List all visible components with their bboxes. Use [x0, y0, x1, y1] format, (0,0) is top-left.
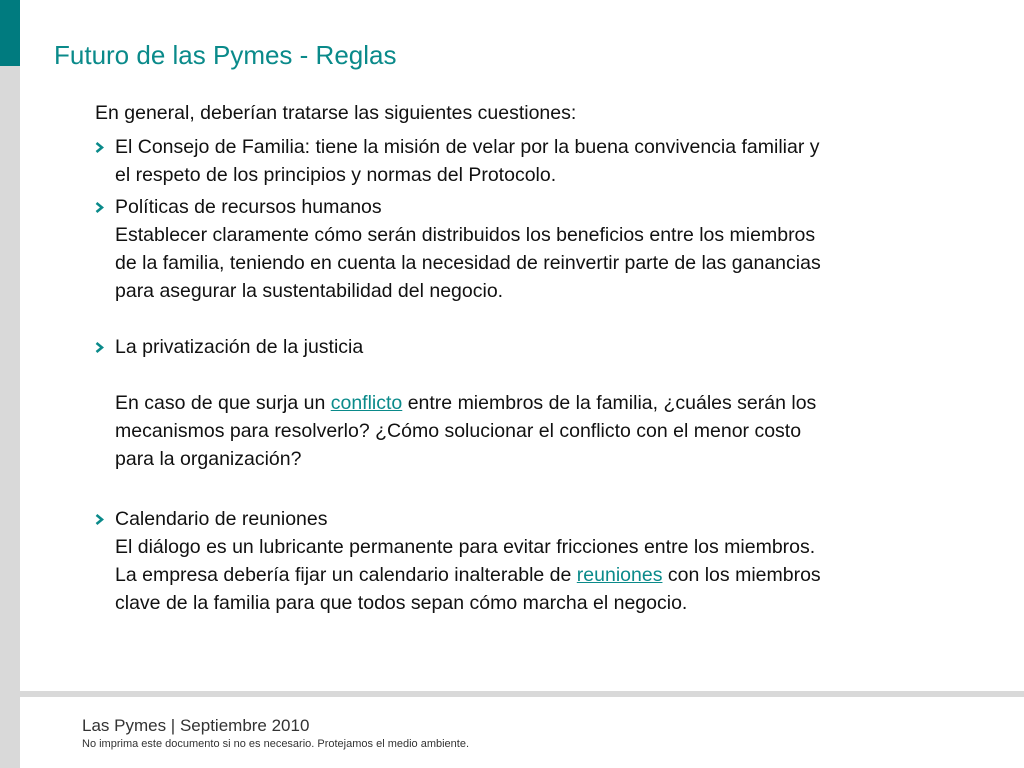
- bullet-line: el respeto de los principios y normas del Protocolo.: [115, 164, 557, 186]
- conflicto-link[interactable]: conflicto: [330, 392, 403, 414]
- bullet-line: Establecer claramente cómo serán distribuidos los beneficios entre los miembros: [115, 224, 816, 246]
- intro-text: En general, deberían tratarse las siguientes cuestiones:: [95, 102, 577, 124]
- bullet-calendario-reuniones: [95, 505, 955, 617]
- bullet-line: [115, 561, 955, 589]
- text-run: entre miembros de la familia, ¿cuáles serán los: [402, 392, 817, 414]
- chevron-right-icon: [95, 142, 104, 151]
- bullet-line: [115, 389, 955, 417]
- left-accent-bar-teal: [0, 0, 20, 66]
- chevron-right-icon: [95, 342, 104, 351]
- text-run: La empresa debería fijar un calendario inalterable de: [115, 564, 577, 586]
- bullet-heading: La privatización de la justicia: [115, 336, 364, 358]
- text-run: En caso de que surja un: [115, 392, 331, 414]
- bullet-privatizacion-justicia: [95, 333, 955, 473]
- bullet-line: mecanismos para resolverlo? ¿Cómo solucionar el conflicto con el menor costo: [115, 420, 802, 442]
- bullet-consejo-familia: [95, 133, 955, 189]
- footer-divider: [20, 691, 1024, 697]
- bullet-line: de la familia, teniendo en cuenta la necesidad de reinvertir parte de las ganancias: [115, 252, 821, 274]
- slide-content: [95, 99, 955, 617]
- bullet-line: El Consejo de Familia: tiene la misión de velar por la buena convivencia familiar y: [115, 136, 820, 158]
- bullet-heading: Calendario de reuniones: [115, 508, 328, 530]
- reuniones-link[interactable]: reuniones: [576, 564, 663, 586]
- bullet-line: para la organización?: [115, 448, 302, 470]
- footer-title: Las Pymes | Septiembre 2010: [82, 716, 310, 735]
- bullet-heading: Políticas de recursos humanos: [115, 196, 382, 218]
- footer-note: No imprima este documento si no es necesario. Protejamos el medio ambiente.: [82, 738, 470, 750]
- bullet-line: El diálogo es un lubricante permanente para evitar fricciones entre los miembros.: [115, 536, 816, 558]
- bullet-line: clave de la familia para que todos sepan cómo marcha el negocio.: [115, 592, 688, 614]
- chevron-right-icon: [95, 514, 104, 523]
- bullet-recursos-humanos: [95, 193, 955, 305]
- text-run: con los miembros: [662, 564, 821, 586]
- chevron-right-icon: [95, 202, 104, 211]
- slide-title: Futuro de las Pymes - Reglas: [54, 40, 397, 70]
- bullet-line: para asegurar la sustentabilidad del negocio.: [115, 280, 504, 302]
- left-accent-bar: [0, 0, 20, 768]
